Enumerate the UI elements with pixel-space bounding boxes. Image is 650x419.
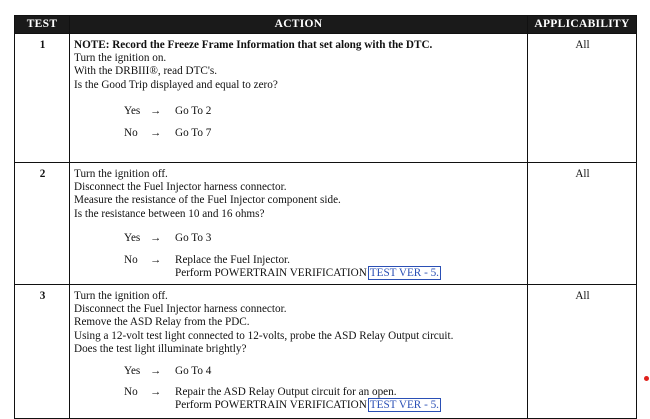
verification-text: Perform POWERTRAIN VERIFICATION [175,266,367,279]
step-text: Disconnect the Fuel Injector harness connector. [74,303,287,316]
step-text: With the DRBIII®, read DTC's. [74,65,218,78]
arrow-icon: → [150,104,162,117]
test-number: 2 [15,163,70,285]
no-label: No [124,253,138,266]
question-text: Is the Good Trip displayed and equal to zero? [74,78,278,91]
arrow-icon: → [150,231,162,244]
action-cell [70,285,528,419]
yes-branch [74,232,524,245]
question-text: Is the resistance between 10 and 16 ohms? [74,207,265,220]
table-header-row [15,16,637,34]
no-label: No [124,126,138,139]
arrow-icon: → [150,386,162,399]
test-number: 3 [15,285,70,419]
red-dot-mark [644,376,649,381]
test-number: 1 [15,34,70,163]
no-action-verification [175,399,441,412]
yes-branch [74,365,524,378]
no-branch [74,254,524,280]
action-cell [70,34,528,163]
arrow-icon: → [150,253,162,266]
no-label: No [124,386,138,399]
test-ver-link[interactable]: TEST VER - 5. [369,266,439,279]
step-text: Turn the ignition off. [74,168,168,180]
arrow-icon: → [150,365,162,378]
applicability-cell: All [528,285,637,419]
arrow-icon: → [150,126,162,139]
note-text: NOTE: Record the Freeze Frame Information that set along with the DTC. [74,39,433,51]
applicability-cell: All [528,163,637,285]
yes-action: Go To 4 [175,365,212,378]
no-action: Replace the Fuel Injector. [175,253,290,266]
yes-label: Yes [124,365,141,378]
step-text: Turn the ignition off. [74,290,168,302]
step-text: Using a 12-volt test light connected to 12-volts, probe the ASD Relay Output circuit. [74,329,454,342]
applicability-cell: All [528,34,637,163]
yes-label: Yes [124,104,141,117]
no-branch [74,127,524,140]
action-cell [70,163,528,285]
step-text: Remove the ASD Relay from the PDC. [74,316,250,329]
no-branch [74,386,524,412]
yes-label: Yes [124,231,141,244]
step-text: Measure the resistance of the Fuel Injector component side. [74,194,341,207]
step-text: Disconnect the Fuel Injector harness connector. [74,181,287,194]
test-row-1 [15,34,637,163]
header-test: TEST [15,16,70,34]
diagnostic-test-table [14,15,637,419]
question-text: Does the test light illuminate brightly? [74,342,247,355]
yes-branch [74,105,524,118]
test-ver-link[interactable]: TEST VER - 5. [369,399,439,412]
test-row-3 [15,285,637,419]
step-text: Turn the ignition on. [74,52,167,65]
test-row-2 [15,163,637,285]
verification-text: Perform POWERTRAIN VERIFICATION [175,399,367,412]
header-action: ACTION [70,16,528,34]
no-action-verification [175,267,441,280]
no-action: Repair the ASD Relay Output circuit for an open. [175,386,397,399]
no-action: Go To 7 [175,126,212,139]
yes-action: Go To 3 [175,231,212,244]
header-applicability: APPLICABILITY [528,16,637,34]
yes-action: Go To 2 [175,104,212,117]
